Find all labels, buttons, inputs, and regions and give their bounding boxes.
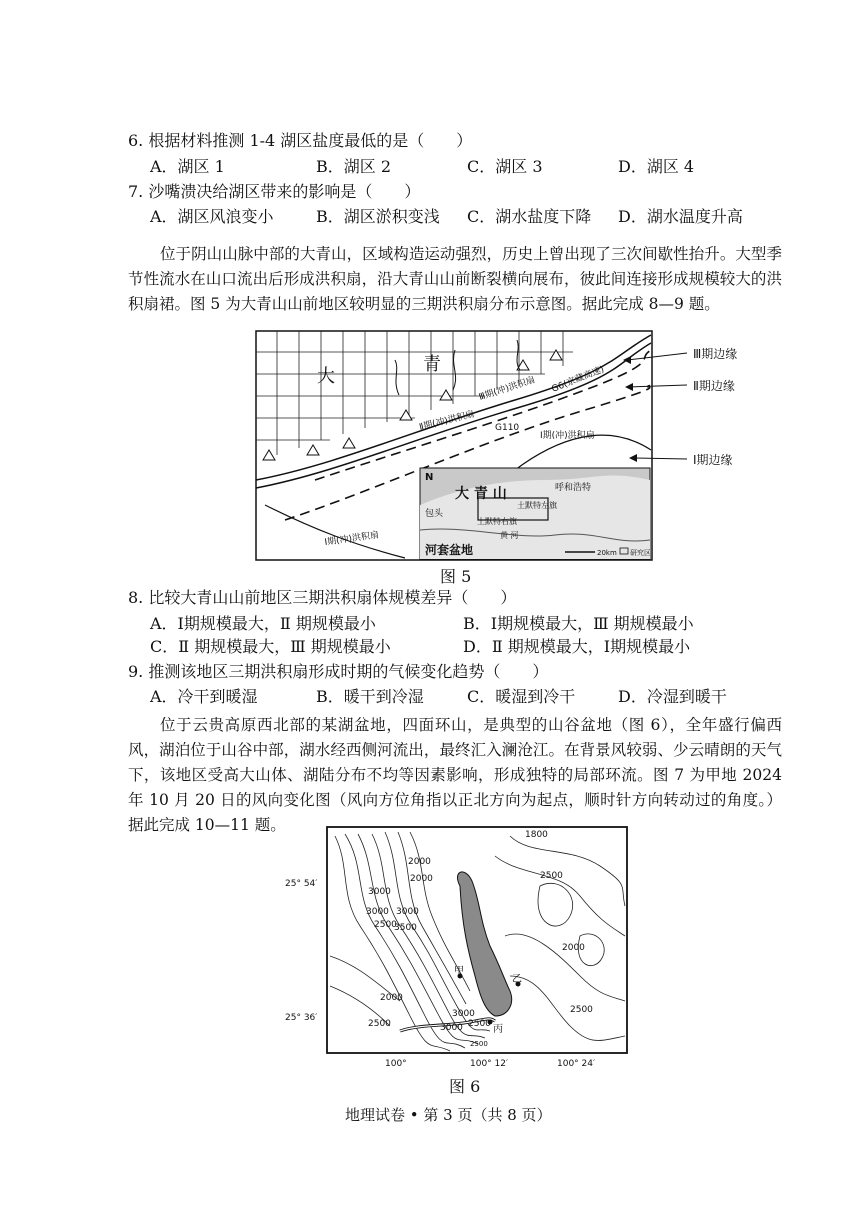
lat-bottom: 25° 36′ xyxy=(285,1013,318,1023)
contour-3000-e: 3000 xyxy=(440,1023,463,1033)
inset-north: N xyxy=(425,472,434,483)
q6-option-a: A．湖区 1 xyxy=(150,157,225,176)
contour-2500-f: 2500 xyxy=(470,1040,488,1048)
lon-1: 100° xyxy=(385,1059,407,1069)
fig5-edge1-label: Ⅰ期边缘 xyxy=(693,453,733,467)
q9-option-b: B．暖干到冷湿 xyxy=(316,687,424,706)
fig5-inset-map xyxy=(420,468,651,559)
q8-option-d: D．Ⅱ 期规模最大，Ⅰ期规模最小 xyxy=(463,637,691,656)
contour-2500-e: 2500 xyxy=(468,1019,491,1029)
inset-tumote-zuo: 土默特左旗 xyxy=(517,501,557,510)
inset-legend: 研究区 xyxy=(630,549,651,557)
contour-3000-b: 3000 xyxy=(366,907,389,917)
contour-2000-d: 2000 xyxy=(380,993,403,1003)
figure-6-topo-map xyxy=(280,826,650,1071)
fig5-label-qing: 青 xyxy=(423,354,441,375)
lon-3: 100° 24′ xyxy=(557,1059,596,1069)
point-yi: 乙 xyxy=(512,974,522,985)
inset-scale: 20km xyxy=(597,549,617,557)
fig5-edge2-label: Ⅱ期边缘 xyxy=(693,379,735,393)
figure-5-caption: 图 5 xyxy=(440,567,472,586)
q9-option-d: D．冷湿到暖干 xyxy=(618,687,727,706)
contour-2000-b: 2000 xyxy=(410,874,433,884)
question-7-stem: 7. 沙嘴溃决给湖区带来的影响是（ ） xyxy=(128,182,421,201)
inset-tumote-you: 土默特右旗 xyxy=(477,517,517,526)
fig5-label-fan2: Ⅱ期(冲)洪积扇 xyxy=(418,409,476,433)
question-9-stem: 9. 推测该地区三期洪积扇形成时期的气候变化趋势（ ） xyxy=(128,662,549,681)
contour-2000-a: 2000 xyxy=(408,857,431,867)
material-paragraph-2 xyxy=(128,713,782,838)
q9-option-c: C．暖湿到冷干 xyxy=(467,687,576,706)
contour-2500-d: 2500 xyxy=(368,1019,391,1029)
fig5-label-fan3: Ⅲ期(冲)洪积扇 xyxy=(477,375,537,403)
point-bing: 丙 xyxy=(493,1024,503,1035)
contour-2500-a: 2500 xyxy=(540,871,563,881)
q8-option-a: A．Ⅰ期规模最大，Ⅱ 期规模最小 xyxy=(150,614,376,633)
fig5-label-da: 大 xyxy=(317,366,335,387)
inset-baotou: 包头 xyxy=(425,509,444,519)
material-paragraph-1 xyxy=(128,242,782,317)
q6-option-b: B．湖区 2 xyxy=(316,157,392,176)
q6-option-d: D．湖区 4 xyxy=(618,157,695,176)
question-8-stem: 8. 比较大青山山前地区三期洪积扇体规模差异（ ） xyxy=(128,588,517,607)
inset-river: 黄 河 xyxy=(500,531,519,540)
q7-option-d: D．湖水温度升高 xyxy=(618,207,743,226)
q7-option-b: B．湖区淤积变浅 xyxy=(316,207,440,226)
contour-2500-b: 2500 xyxy=(374,920,397,930)
contour-1800: 1800 xyxy=(525,830,548,840)
figure-5-map xyxy=(255,330,775,562)
q8-option-c: C．Ⅱ 期规模最大，Ⅲ 期规模最小 xyxy=(150,637,391,656)
fig5-label-g6: G6(京藏高速) xyxy=(550,364,606,395)
q9-option-a: A．冷干到暖湿 xyxy=(150,687,258,706)
contour-2000-c: 2000 xyxy=(562,943,585,953)
page-footer: 地理试卷 • 第 3 页（共 8 页） xyxy=(345,1106,552,1124)
contour-2500-c: 2500 xyxy=(570,1005,593,1015)
contour-3000-d: 3000 xyxy=(452,1009,475,1019)
contour-3000-c: 3000 xyxy=(396,907,419,917)
fig5-label-fan1-right: Ⅰ期(冲)洪积扇 xyxy=(540,431,595,441)
contour-3000-a: 3000 xyxy=(368,887,391,897)
lon-2: 100° 12′ xyxy=(470,1059,509,1069)
material-text-1: 位于阴山山脉中部的大青山，区域构造运动强烈，历史上曾出现了三次间歇性抬升。大型季节性流水在山口流出后形成洪积扇，沿大青山山前断裂横向展布，彼此间连接形成规模较大的洪积扇裙。图 5 为大青山山前地区较明显的三期洪积扇分布示意图。据此完成 8—9 题。 xyxy=(128,245,782,313)
q6-option-c: C．湖区 3 xyxy=(467,157,543,176)
figure-6-caption: 图 6 xyxy=(449,1077,481,1096)
q7-option-c: C．湖水盐度下降 xyxy=(467,207,592,226)
fig5-edge3-label: Ⅲ期边缘 xyxy=(693,347,738,361)
lat-top: 25° 54′ xyxy=(285,879,318,889)
fig5-label-g110: G110 xyxy=(495,423,520,433)
q7-option-a: A．湖区风浪变小 xyxy=(150,207,274,226)
material-text-2: 位于云贵高原西北部的某湖盆地，四面环山，是典型的山谷盆地（图 6），全年盛行偏西风，湖泊位于山谷中部，湖水经西侧河流出，最终汇入澜沧江。在背景风较弱、少云晴朗的天气下，该地区受高大山体、湖陆分布不均等因素影响，形成独特的局部环流。图 7 为甲地 2024 年 10 月 20 日的风向变化图（风向方位角指以正北方向为起点，顺时针方向转动过的角度。）据此完成 10—11 题。 xyxy=(128,716,782,834)
inset-daqingshan: 大 青 山 xyxy=(455,486,507,502)
inset-hohhot: 呼和浩特 xyxy=(555,483,592,493)
q8-option-b: B．Ⅰ期规模最大，Ⅲ 期规模最小 xyxy=(463,614,694,633)
inset-basin: 河套盆地 xyxy=(425,543,474,557)
contour-3500: 3500 xyxy=(394,923,417,933)
question-6-stem: 6. 根据材料推测 1-4 湖区盐度最低的是（ ） xyxy=(128,131,473,150)
point-jia: 甲 xyxy=(454,966,464,977)
fig5-label-fan1-left: Ⅰ期(冲)洪积扇 xyxy=(324,530,380,548)
